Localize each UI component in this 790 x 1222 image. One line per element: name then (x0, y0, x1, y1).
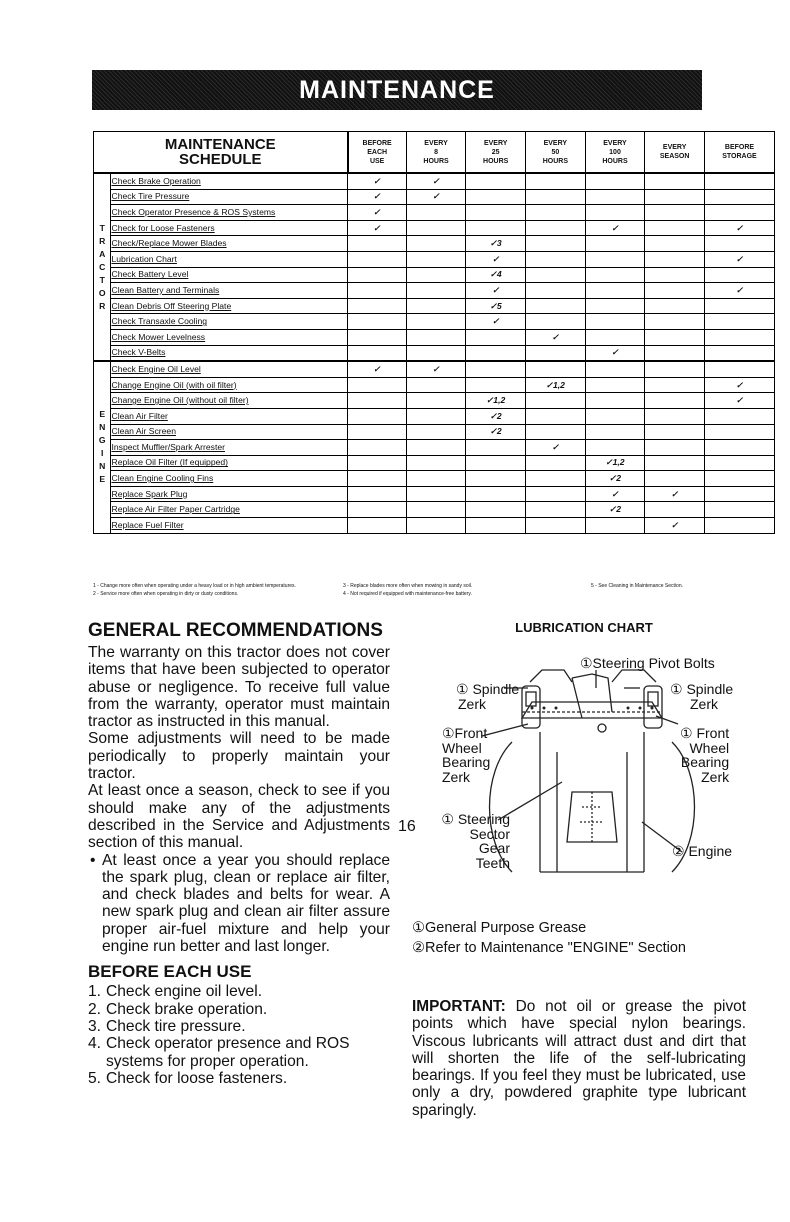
col-header: EVERY SEASON (645, 132, 705, 174)
schedule-cell: ✓ (406, 361, 466, 377)
footnote: 1 - Change more often when operating under a heavy load or in high ambient temperatures. (93, 583, 296, 589)
schedule-cell (406, 298, 466, 314)
schedule-cell (526, 267, 586, 283)
col-header: BEFORE EACH USE (348, 132, 407, 174)
table-row (94, 502, 775, 518)
schedule-title (94, 132, 348, 174)
schedule-cell (645, 393, 705, 409)
schedule-cell: ✓ (704, 251, 774, 267)
schedule-cell (645, 361, 705, 377)
schedule-cell (406, 236, 466, 252)
schedule-cell (348, 298, 407, 314)
schedule-title-line1: MAINTENANCE (164, 136, 276, 153)
footnote: 2 - Service more often when operating in dirty or dusty conditions. (93, 591, 239, 597)
schedule-cell (466, 329, 526, 345)
schedule-cell (348, 440, 407, 456)
schedule-cell: ✓ (585, 220, 645, 236)
schedule-cell (406, 518, 466, 534)
schedule-cell (348, 486, 407, 502)
important-note (412, 998, 746, 1119)
schedule-cell (704, 267, 774, 283)
col-header: BEFORE STORAGE (704, 132, 774, 174)
schedule-cell (526, 251, 586, 267)
list-item: 5. Check for loose fasteners. (88, 1069, 288, 1087)
schedule-cell (704, 361, 774, 377)
schedule-cell (406, 283, 466, 299)
schedule-cell (526, 189, 586, 205)
schedule-cell (645, 173, 705, 189)
schedule-cell (406, 393, 466, 409)
task-name: Check Battery Level (111, 267, 348, 283)
schedule-cell (348, 455, 407, 471)
schedule-cell (406, 424, 466, 440)
task-name: Check Transaxle Cooling (111, 314, 348, 330)
task-name: Clean Debris Off Steering Plate (111, 298, 348, 314)
schedule-cell (645, 189, 705, 205)
schedule-cell (585, 518, 645, 534)
schedule-cell (704, 345, 774, 361)
task-name: Check V-Belts (111, 345, 348, 361)
schedule-cell (704, 440, 774, 456)
schedule-cell: ✓ (466, 314, 526, 330)
col-header: EVERY 50 HOURS (526, 132, 586, 174)
schedule-cell (645, 283, 705, 299)
schedule-cell (585, 408, 645, 424)
engine-section-label: E N G I N E (94, 361, 111, 533)
schedule-cell (348, 518, 407, 534)
schedule-cell (466, 205, 526, 221)
schedule-cell (348, 377, 407, 393)
schedule-cell (526, 502, 586, 518)
table-row (94, 298, 775, 314)
schedule-cell (526, 345, 586, 361)
task-name: Check Operator Presence & ROS Systems (111, 205, 348, 221)
steering-sector-gear-label: ① Steering Sector Gear Teeth (441, 811, 510, 871)
table-row (94, 283, 775, 299)
table-row (94, 345, 775, 361)
schedule-cell (585, 283, 645, 299)
important-label: IMPORTANT: (412, 998, 506, 1015)
schedule-cell (406, 205, 466, 221)
schedule-cell: ✓1,2 (526, 377, 586, 393)
general-para: The warranty on this tractor does not cover items that have been subjected to operator abuse or negligence. To receive full value from the warranty, operator must maintain tractor as instructed in this manual. (88, 644, 390, 731)
schedule-cell (466, 518, 526, 534)
schedule-cell (526, 173, 586, 189)
table-row (94, 455, 775, 471)
col-header: EVERY 100 HOURS (585, 132, 645, 174)
schedule-cell: ✓ (406, 189, 466, 205)
schedule-cell (645, 377, 705, 393)
schedule-cell (585, 236, 645, 252)
tractor-section-label: T R A C T O R (94, 173, 111, 361)
schedule-cell: ✓ (348, 189, 407, 205)
schedule-cell (585, 251, 645, 267)
important-text: Do not oil or grease the pivot points which have special nylon bearings. Viscous lubricants will attract dust and dirt that will shorten the life of the self-lubricating bearings. If you feel they must be lubricated, use only a dry, powdered graphite type lubricant sparingly. (412, 998, 746, 1119)
table-row (94, 220, 775, 236)
schedule-cell (585, 329, 645, 345)
before-each-use-heading: BEFORE EACH USE (88, 962, 252, 982)
schedule-cell (645, 440, 705, 456)
lubrication-chart-title: LUBRICATION CHART (515, 620, 653, 635)
schedule-cell: ✓ (348, 173, 407, 189)
schedule-cell (466, 486, 526, 502)
schedule-cell (526, 205, 586, 221)
schedule-cell (466, 220, 526, 236)
task-name: Clean Air Filter (111, 408, 348, 424)
schedule-cell (704, 189, 774, 205)
schedule-cell: ✓5 (466, 298, 526, 314)
schedule-cell (348, 345, 407, 361)
schedule-cell (526, 486, 586, 502)
schedule-cell: ✓4 (466, 267, 526, 283)
list-item: 1. Check engine oil level. (88, 983, 263, 1001)
list-item: 2. Check brake operation. (88, 1000, 268, 1018)
schedule-cell (526, 455, 586, 471)
schedule-cell (466, 502, 526, 518)
schedule-cell (704, 455, 774, 471)
schedule-cell (585, 189, 645, 205)
task-name: Inspect Muffler/Spark Arrester (111, 440, 348, 456)
engine-label: ② Engine (672, 843, 733, 859)
schedule-cell: ✓ (466, 283, 526, 299)
table-row (94, 361, 775, 377)
schedule-cell: ✓ (348, 361, 407, 377)
schedule-cell: ✓ (704, 283, 774, 299)
lubrication-diagram (412, 642, 756, 902)
schedule-cell (406, 377, 466, 393)
schedule-cell (406, 220, 466, 236)
schedule-cell (645, 314, 705, 330)
schedule-cell (526, 298, 586, 314)
schedule-cell: ✓ (704, 220, 774, 236)
schedule-cell (406, 267, 466, 283)
task-name: Replace Oil Filter (If equipped) (111, 455, 348, 471)
schedule-cell (585, 440, 645, 456)
task-name: Replace Fuel Filter (111, 518, 348, 534)
col-header: EVERY 8 HOURS (406, 132, 466, 174)
schedule-cell (406, 314, 466, 330)
front-wheel-bearing-right-label: ① Front Wheel Bearing Zerk (680, 725, 730, 785)
schedule-cell (348, 267, 407, 283)
general-para: At least once a season, check to see if you should make any of the adjustments described in the Service and Adjustments section of this manual. (88, 782, 390, 852)
page-number: 16 (398, 818, 416, 835)
general-para: Some adjustments will need to be made periodically to properly maintain your tractor. (88, 730, 390, 783)
schedule-cell (585, 361, 645, 377)
footnote: 4 - Not required if equipped with maintenance-free battery. (343, 591, 472, 597)
schedule-cell: ✓2 (466, 424, 526, 440)
table-row (94, 267, 775, 283)
table-row (94, 518, 775, 534)
schedule-cell (704, 298, 774, 314)
before-each-use-list (88, 983, 390, 1087)
schedule-cell (585, 298, 645, 314)
legend-grease: ①General Purpose Grease (412, 920, 587, 936)
schedule-cell (526, 314, 586, 330)
schedule-cell (466, 455, 526, 471)
task-name: Replace Spark Plug (111, 486, 348, 502)
schedule-cell: ✓ (466, 251, 526, 267)
table-row (94, 486, 775, 502)
schedule-cell (645, 236, 705, 252)
col-header: EVERY 25 HOURS (466, 132, 526, 174)
schedule-cell (585, 205, 645, 221)
schedule-cell (526, 361, 586, 377)
table-row (94, 424, 775, 440)
table-row (94, 205, 775, 221)
schedule-cell (526, 283, 586, 299)
maintenance-banner: MAINTENANCE (92, 70, 702, 110)
general-bullet: • At least once a year you should replace the spark plug, clean or replace air filter, and check blades and belts for wear. A new spark plug and clean air filter assure proper air-fuel mixture and help your engine run better and last longer. (90, 851, 390, 956)
schedule-cell (585, 267, 645, 283)
general-recommendations-heading: GENERAL RECOMMENDATIONS (88, 620, 383, 641)
task-name: Check Engine Oil Level (111, 361, 348, 377)
schedule-cell (704, 424, 774, 440)
schedule-cell (406, 440, 466, 456)
schedule-cell (645, 455, 705, 471)
schedule-cell (348, 236, 407, 252)
schedule-cell (466, 440, 526, 456)
schedule-cell (406, 455, 466, 471)
schedule-cell: ✓ (348, 205, 407, 221)
task-name: Clean Engine Cooling Fins (111, 471, 348, 487)
schedule-cell (526, 393, 586, 409)
schedule-cell: ✓ (526, 329, 586, 345)
schedule-cell (348, 251, 407, 267)
schedule-cell (526, 518, 586, 534)
schedule-cell: ✓3 (466, 236, 526, 252)
schedule-cell (406, 486, 466, 502)
schedule-cell (645, 205, 705, 221)
table-row (94, 236, 775, 252)
schedule-cell: ✓1,2 (585, 455, 645, 471)
schedule-cell (704, 408, 774, 424)
schedule-header-row (94, 132, 775, 174)
schedule-cell (526, 408, 586, 424)
schedule-cell (348, 502, 407, 518)
schedule-cell (704, 173, 774, 189)
schedule-cell (406, 408, 466, 424)
schedule-cell (704, 205, 774, 221)
schedule-cell (645, 298, 705, 314)
schedule-cell (645, 502, 705, 518)
task-name: Clean Air Screen (111, 424, 348, 440)
schedule-cell (704, 486, 774, 502)
schedule-cell (526, 236, 586, 252)
schedule-cell (645, 251, 705, 267)
task-name: Replace Air Filter Paper Cartridge (111, 502, 348, 518)
schedule-cell (704, 502, 774, 518)
table-row (94, 377, 775, 393)
right-column (412, 620, 756, 1119)
task-name: Check Brake Operation (111, 173, 348, 189)
schedule-cell (466, 471, 526, 487)
schedule-cell (585, 314, 645, 330)
schedule-cell: ✓ (585, 486, 645, 502)
schedule-cell (704, 329, 774, 345)
schedule-cell: ✓ (704, 377, 774, 393)
schedule-cell (348, 408, 407, 424)
schedule-cell (526, 424, 586, 440)
legend-engine: ②Refer to Maintenance "ENGINE" Section (412, 940, 686, 956)
schedule-cell (348, 283, 407, 299)
schedule-cell (645, 345, 705, 361)
schedule-cell (526, 220, 586, 236)
schedule-cell (585, 424, 645, 440)
schedule-cell (348, 393, 407, 409)
schedule-cell: ✓1,2 (466, 393, 526, 409)
schedule-cell (704, 518, 774, 534)
schedule-cell (406, 502, 466, 518)
schedule-cell (585, 393, 645, 409)
steering-pivot-label: ①Steering Pivot Bolts (580, 655, 715, 671)
schedule-cell: ✓ (704, 393, 774, 409)
schedule-cell (406, 329, 466, 345)
schedule-cell (406, 345, 466, 361)
spindle-zerk-right-label: ① Spindle Zerk (670, 681, 734, 712)
task-name: Check Mower Levelness (111, 329, 348, 345)
footnote: 5 - See Cleaning in Maintenance Section. (591, 583, 684, 589)
schedule-cell (348, 424, 407, 440)
table-row (94, 251, 775, 267)
schedule-cell (466, 345, 526, 361)
schedule-cell (645, 408, 705, 424)
schedule-cell (704, 314, 774, 330)
schedule-cell: ✓2 (585, 502, 645, 518)
schedule-cell: ✓ (585, 345, 645, 361)
schedule-cell (348, 314, 407, 330)
schedule-cell (406, 471, 466, 487)
task-name: Change Engine Oil (without oil filter) (111, 393, 348, 409)
task-name: Check/Replace Mower Blades (111, 236, 348, 252)
left-column (88, 620, 390, 1087)
schedule-cell (466, 189, 526, 205)
schedule-cell (645, 267, 705, 283)
table-row (94, 173, 775, 189)
footnote: 3 - Replace blades more often when mowing in sandy soil. (343, 583, 473, 589)
lubrication-legend (412, 918, 686, 958)
schedule-cell (704, 471, 774, 487)
schedule-cell (348, 329, 407, 345)
schedule-cell: ✓2 (585, 471, 645, 487)
spindle-zerk-left-label: ① Spindle Zerk (456, 681, 520, 712)
task-name: Check Tire Pressure (111, 189, 348, 205)
schedule-cell: ✓ (406, 173, 466, 189)
front-wheel-bearing-left-label: ①Front Wheel Bearing Zerk (442, 725, 491, 785)
schedule-cell (704, 236, 774, 252)
schedule-cell: ✓ (645, 486, 705, 502)
maintenance-schedule-table (93, 131, 775, 534)
schedule-cell (466, 377, 526, 393)
task-name: Check for Loose Fasteners (111, 220, 348, 236)
task-name: Change Engine Oil (with oil filter) (111, 377, 348, 393)
schedule-cell: ✓2 (466, 408, 526, 424)
task-name: Clean Battery and Terminals (111, 283, 348, 299)
table-row (94, 314, 775, 330)
table-row (94, 189, 775, 205)
schedule-cell: ✓ (645, 518, 705, 534)
schedule-cell (645, 424, 705, 440)
table-row (94, 408, 775, 424)
schedule-cell (645, 471, 705, 487)
schedule-cell (526, 471, 586, 487)
schedule-cell (406, 251, 466, 267)
table-row (94, 393, 775, 409)
table-row (94, 471, 775, 487)
schedule-cell (466, 173, 526, 189)
schedule-cell (348, 471, 407, 487)
schedule-cell: ✓ (526, 440, 586, 456)
schedule-cell: ✓ (348, 220, 407, 236)
table-row (94, 440, 775, 456)
schedule-title-line2: SCHEDULE (179, 151, 262, 168)
schedule-cell (645, 329, 705, 345)
schedule-cell (585, 377, 645, 393)
list-item: 4. Check operator presence and ROS systems for proper operation. (88, 1035, 350, 1070)
schedule-cell (466, 361, 526, 377)
task-name: Lubrication Chart (111, 251, 348, 267)
schedule-cell (585, 173, 645, 189)
table-row (94, 329, 775, 345)
list-item: 3. Check tire pressure. (88, 1017, 246, 1035)
schedule-cell (645, 220, 705, 236)
